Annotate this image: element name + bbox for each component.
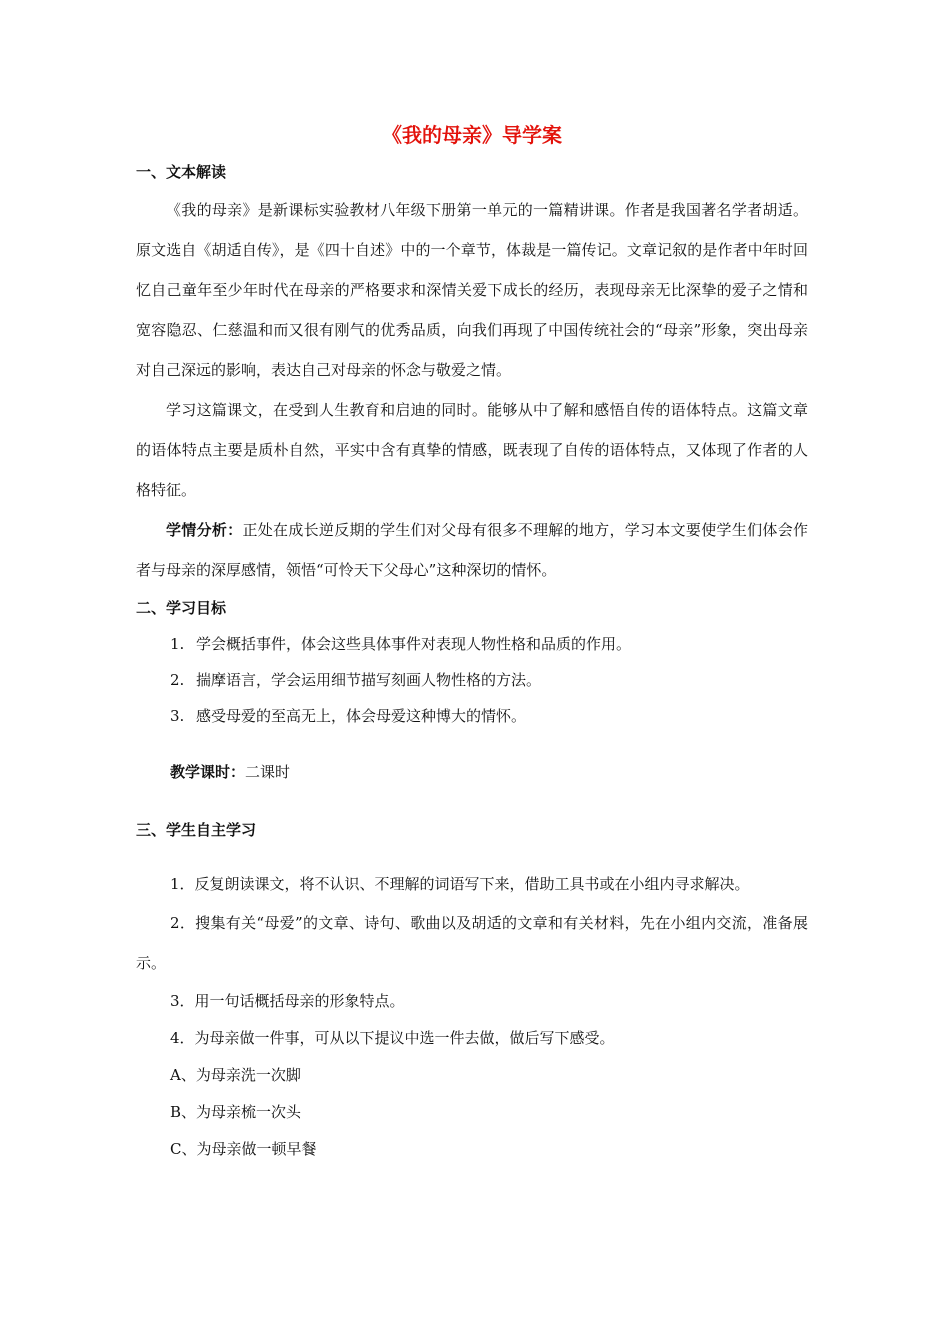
analysis-label: 学情分析： [166,521,243,539]
spacer [136,790,808,812]
study-item-4: 4．为母亲做一件事，可从以下提议中选一件去做，做后写下感受。 [170,1029,615,1047]
section-heading-self-study: 三、学生自主学习 [136,821,257,839]
goal-number: 3. [170,707,185,725]
goal-item [136,626,808,662]
option-c: C、为母亲做一顿早餐 [170,1140,317,1158]
paragraph-intro: 《我的母亲》是新课标实验教材八年级下册第一单元的一篇精讲课。作者是我国著名学者胡适。原文选自《胡适自传》，是《四十自述》中的一个章节，体裁是一篇传记。文章记叙的是作者中年时回忆自己童年至少年时代在母亲的严格要求和深情关爱下成长的经历，表现母亲无比深挚的爱子之情和宽容隐忍、仁慈温和而又很有刚气的优秀品质，向我们再现了中国传统社会的“母亲”形象，突出母亲对自己深远的影响，表达自己对母亲的怀念与敬爱之情。 [136,201,808,379]
goal-item [136,662,808,698]
class-hours-value: 二课时 [245,763,291,781]
spacer [136,848,808,866]
study-item-3: 3．用一句话概括母亲的形象特点。 [170,992,405,1010]
goal-text: 揣摩语言，学会运用细节描写刻画人物性格的方法。 [196,671,542,689]
section-heading-text-reading: 一、文本解读 [136,163,227,181]
paragraph-analysis [136,510,808,590]
goal-item [136,698,808,734]
analysis-text: 正处在成长逆反期的学生们对父母有很多不理解的地方，学习本文要使学生们体会作者与母亲的深厚感情，领悟“可怜天下父母心”这种深切的情怀。 [136,521,808,579]
goal-text: 学会概括事件，体会这些具体事件对表现人物性格和品质的作用。 [196,635,632,653]
option-a: A、为母亲洗一次脚 [170,1066,301,1084]
class-hours-label: 教学课时： [170,763,246,781]
document-page [136,120,808,1168]
section-heading-goals: 二、学习目标 [136,599,227,617]
goal-text: 感受母爱的至高无上，体会母爱这种博大的情怀。 [196,707,527,725]
study-item-2: 2．搜集有关“母爱”的文章、诗句、歌曲以及胡适的文章和有关材料，先在小组内交流，准备展示。 [136,914,808,972]
paragraph-learning: 学习这篇课文，在受到人生教育和启迪的同时。能够从中了解和感悟自传的语体特点。这篇文章的语体特点主要是质朴自然，平实中含有真挚的情感，既表现了自传的语体特点，又体现了作者的人格特征。 [136,401,808,499]
goal-number: 1. [170,635,185,653]
option-b: B、为母亲梳一次头 [170,1103,302,1121]
spacer [136,734,808,754]
study-item-1: 1．反复朗读课文，将不认识、不理解的词语写下来，借助工具书或在小组内寻求解决。 [170,875,750,893]
class-hours-line [136,754,808,790]
goal-number: 2. [170,671,185,689]
document-title: 《我的母亲》导学案 [382,123,562,147]
